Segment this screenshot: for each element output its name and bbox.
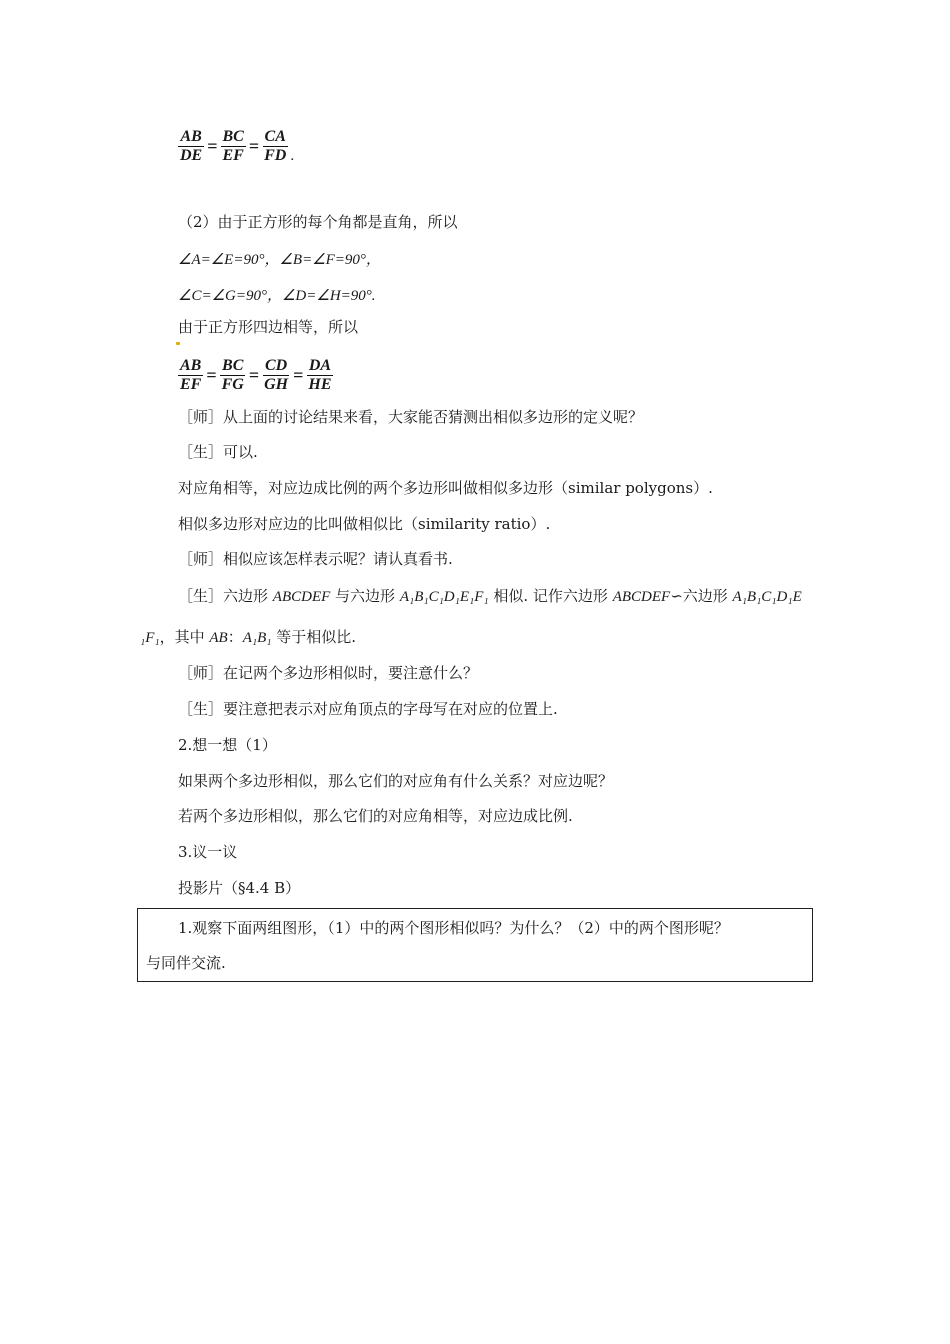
paragraph-definition-1: 对应角相等，对应边成比例的两个多边形叫做相似多边形（similar polygons）. bbox=[178, 479, 713, 497]
fraction-ab-de bbox=[178, 128, 204, 165]
numerator: AB bbox=[180, 357, 202, 374]
paragraph-student-2-continued bbox=[140, 627, 356, 648]
paragraph-angles-2 bbox=[178, 285, 376, 306]
fraction-da-he bbox=[306, 357, 333, 394]
equals-sign: = bbox=[293, 365, 304, 385]
denominator: HE bbox=[308, 376, 332, 393]
similar-sign: ∽ bbox=[670, 587, 683, 605]
numerator: CA bbox=[264, 128, 286, 145]
hexagon-name: ABCDEF bbox=[612, 589, 671, 605]
denominator: EF bbox=[180, 376, 202, 393]
paragraph-angles-1 bbox=[178, 249, 381, 270]
fraction-cd-gh bbox=[262, 357, 290, 394]
fraction-ab-ef bbox=[178, 357, 203, 394]
paragraph-square-sides bbox=[178, 317, 358, 337]
fraction-bc-fg bbox=[220, 357, 246, 394]
paragraph-student-3: ［生］要注意把表示对应角顶点的字母写在对应的位置上. bbox=[178, 700, 558, 718]
denominator: FD bbox=[264, 147, 287, 164]
colon: ： bbox=[227, 628, 243, 646]
paragraph-teacher-1: ［师］从上面的讨论结果来看，大家能否猜测出相似多边形的定义呢？ bbox=[178, 408, 644, 426]
fraction-ca-fd bbox=[262, 128, 288, 165]
paragraph-answer-1: 若两个多边形相似，那么它们的对应角相等，对应边成比例. bbox=[178, 807, 573, 825]
paragraph-question-1: 如果两个多边形相似，那么它们的对应角有什么关系？对应边呢？ bbox=[178, 772, 614, 790]
denominator: FG bbox=[221, 376, 244, 393]
denominator: DE bbox=[180, 147, 203, 164]
numerator: CD bbox=[264, 357, 288, 374]
hexagon-name: A₁B₁C₁D₁E₁F₁ bbox=[399, 589, 489, 605]
fraction-bc-ef bbox=[221, 128, 246, 165]
denominator: GH bbox=[264, 376, 289, 393]
numerator: DA bbox=[308, 357, 332, 374]
numerator: BC bbox=[222, 128, 244, 145]
hexagon-name-end: ₁F₁ bbox=[140, 630, 160, 646]
slide-content-box bbox=[137, 908, 813, 982]
equals-sign: = bbox=[206, 365, 217, 385]
paragraph-teacher-3: ［师］在记两个多边形相似时，要注意什么？ bbox=[178, 664, 479, 682]
paragraph-student-1: ［生］可以. bbox=[178, 443, 258, 461]
section-heading-2: 2.想一想（1） bbox=[178, 736, 277, 754]
angles-line-2: ∠C=∠G=90°，∠D=∠H=90°. bbox=[178, 288, 376, 304]
equals-sign: = bbox=[248, 365, 260, 385]
paragraph-student-2 bbox=[178, 586, 802, 607]
numerator: AB bbox=[180, 128, 202, 145]
text: 等于相似比. bbox=[271, 628, 357, 646]
hexagon-name: A₁B₁C₁D₁E bbox=[732, 589, 802, 605]
equals-sign: = bbox=[207, 136, 218, 156]
square-sides-text: 由于正方形四边相等，所以 bbox=[178, 318, 359, 336]
denominator: EF bbox=[222, 147, 244, 164]
equals-sign: = bbox=[248, 136, 260, 156]
box-line-2: 与同伴交流. bbox=[146, 954, 226, 972]
text: ［生］六边形 bbox=[178, 587, 273, 605]
paragraph-teacher-2: ［师］相似应该怎样表示呢？请认真看书. bbox=[178, 550, 453, 568]
segment-a1b1: A₁B₁ bbox=[242, 630, 272, 646]
numerator: BC bbox=[222, 357, 244, 374]
section-heading-3: 3.议一议 bbox=[178, 843, 238, 861]
hexagon-name: ABCDEF bbox=[272, 589, 331, 605]
ratio-formula-2 bbox=[178, 357, 334, 394]
text: ，其中 bbox=[159, 628, 210, 646]
text: 与六边形 bbox=[330, 587, 400, 605]
paragraph-definition-2: 相似多边形对应边的比叫做相似比（similarity ratio）. bbox=[178, 515, 551, 533]
period: . bbox=[290, 148, 295, 164]
text: 相似. 记作六边形 bbox=[488, 587, 613, 605]
paragraph-slide-reference: 投影片（§4.4 B） bbox=[178, 879, 301, 897]
paragraph-square-angles-intro: （2）由于正方形的每个角都是直角，所以 bbox=[178, 213, 458, 231]
box-line-1: 1.观察下面两组图形，（1）中的两个图形相似吗？为什么？（2）中的两个图形呢？ bbox=[178, 919, 729, 937]
text: 六边形 bbox=[682, 587, 733, 605]
angles-line-1: ∠A=∠E=90°，∠B=∠F=90°， bbox=[178, 252, 381, 268]
segment-ab: AB bbox=[209, 630, 228, 646]
ratio-formula-1 bbox=[178, 128, 294, 165]
